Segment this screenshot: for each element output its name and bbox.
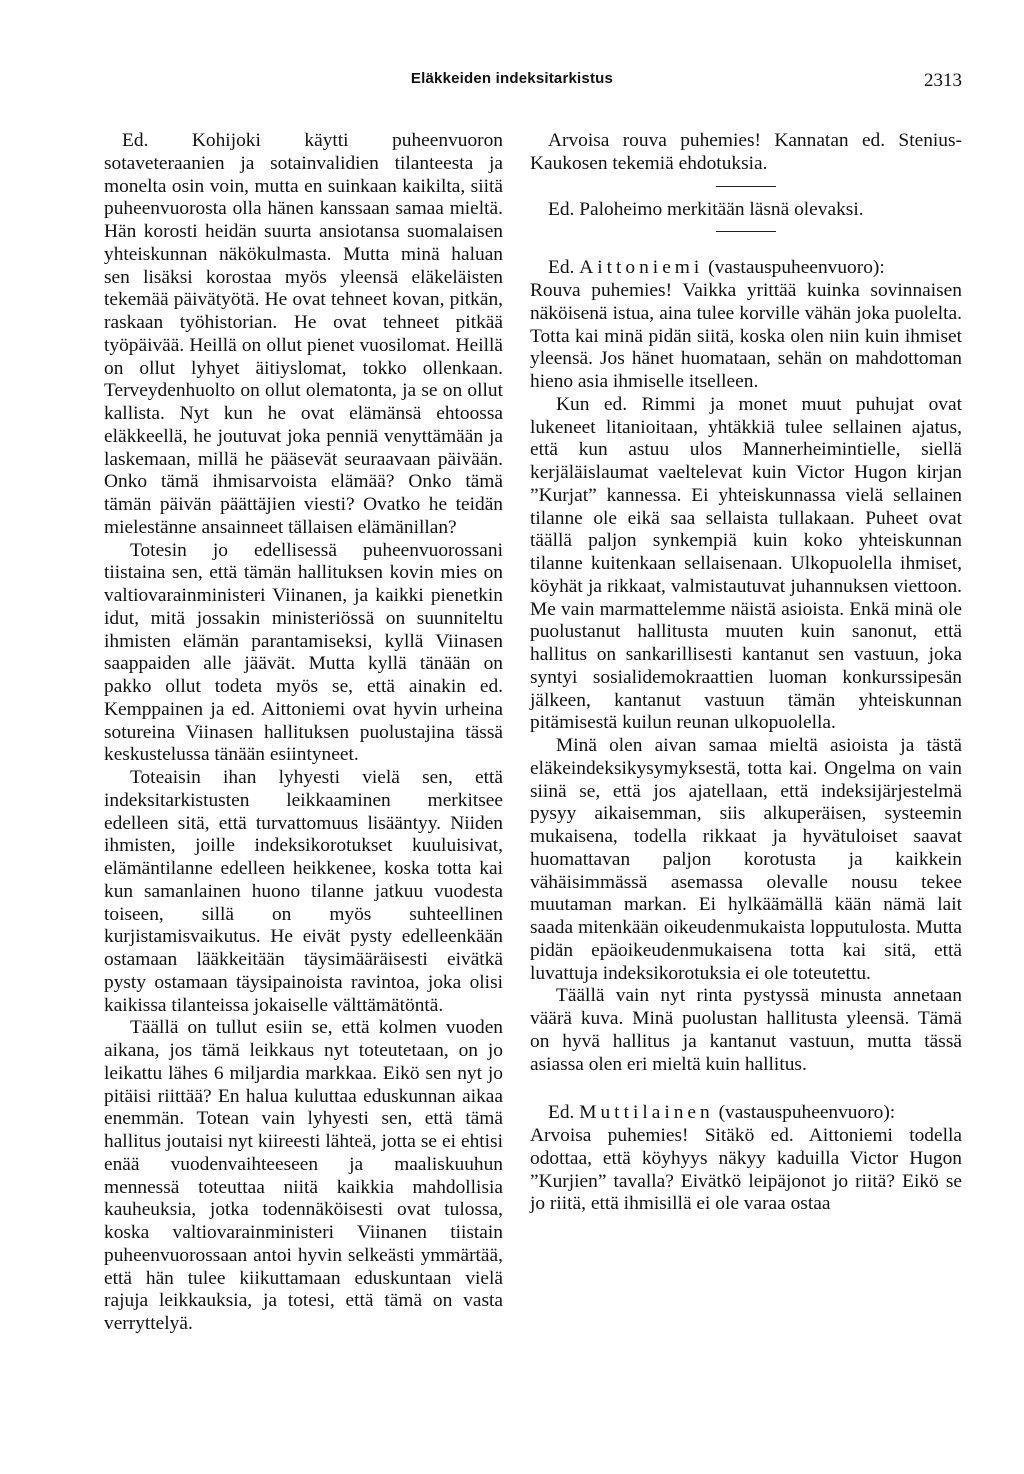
paragraph-text: Kohijoki käytti puheenvuoron sotaveteraanien ja sotainvalidien tilanteesta ja monelta osin voin, mutta en suinkaan kaikilta, siitä puheenvuorosta olla hänen kanssaan samaa mieltä. Hän korosti heidän suurta ansiotansa suomalaisen yhteiskunnan näkökulmasta. Mutta minä haluan sen lisäksi korostaa myös yleensä eläkeläisten tekemää päivätyötä. He ovat tehneet kovan, pitkän, raskaan työhistorian. He ovat tehneet pitkää työpäivää. Heillä on ollut pienet vuosilomat. Heillä on ollut lyhyet äitiyslomat, tokko ollenkaan. Terveydenhuolto on ollut olematonta, ja se on ollut kallista. Nyt kun he ovat elämänsä ehtoossa eläkkeellä, he joutuvat joka penniä venyttämään ja laskemaan, millä he pääsevät seuraavaan päivään. Onko tämä ihmisarvoista elämää? Onko tämä tämän päivän päättäjien viesti? Ovatko he teidän mielestänne ansainneet tällaisen elämänillan? [104, 130, 503, 538]
attendance-notice: Ed. Paloheimo merkitään läsnä olevaksi. [548, 198, 864, 220]
paragraph: Minä olen aivan samaa mieltä asioista ja tästä eläkeindeksikysymyksestä, totta kai. Ongelma on vain siinä se, että jos ajatellaan, että indeksijärjestelmä pysyy aikaisemman, siis alkuperäisen, systeemin mukaisena, todella rikkaat ja hyvätuloiset saavat huomattavan paljon korotusta ja kaikkein vähäisimmässä asemassa olevalle nousu tekee muutaman markan. Ei hylkäämällä kään nämä lait saada mitenkään oikeudenmukaista lopputulosta. Mutta pidän epäoikeudenmukaisena totta kai sitä, että luvattuja indeksikorotuksia ei ole toteutettu. [530, 735, 962, 984]
paragraph: Totesin jo edellisessä puheenvuorossani tiistaina sen, että tämän hallituksen kovin mies on valtiovarainministeri Viinanen, ja kaikki pienetkin idut, mitä jossakin ministeriössä on suunniteltu ihmisten elämän parantamiseksi, kyllä Viinasen saappaiden alle jäävät. Mutta kyllä tänään on pakko ollut todeta myös se, että ainakin ed. Kemppainen ja ed. Aittoniemi ovat hyvin urheina sotureina Viinasen hallituksen puolustajina tässä keskustelussa tänään esiintyneet. [104, 539, 503, 766]
page-number: 2313 [924, 70, 962, 91]
speaker-heading [530, 1102, 962, 1125]
running-header: Eläkkeiden indeksitarkistus [410, 70, 614, 87]
paragraph: Kun ed. Rimmi ja monet muut puhujat ovat lukeneet litanioitaan, yhtäkkiä tulee sellainen ajatus, että kun astuu ulos Mannerheimintielle, siellä kerjäläislaumat vaeltelevat kuin Victor Hugon kirjan ”Kurjat” kannessa. Ei yhteiskunnassa vielä sellainen tilanne ole eikä saa sellaista tullakaan. Puheet ovat täällä paljon synkempiä kuin koko yhteiskunnan tilanne kuitenkaan sellaisenaan. Ulkopuolella ihmiset, köyhät ja rikkaat, valmistautuvat juhannuksen viettoon. Me vain marmattelemme näistä asioista. Enkä minä ole puolustanut hallitusta muuten kuin sanonut, että hallitus on sankarillisesti kantanut sen vastuun, joka syntyi sosialidemokraattien luoman konkurssipesän jälkeen, kantanut vastuun tämän yhteiskunnan pitämisestä kuilun reunan ulkopuolella. [530, 393, 962, 734]
speaker-role: (vastauspuheenvuoro): [713, 1102, 896, 1124]
speaker-heading [530, 257, 962, 280]
paragraph: Arvoisa puhemies! Sitäkö ed. Aittoniemi todella odottaa, että köyhyys näkyy kaduilla Victor Hugon ”Kurjien” tavalla? Eivätkö leipäjonot jo riitä? Eikö se jo riitä, että ihmisillä ei ole varaa ostaa [530, 1125, 962, 1215]
paragraph: Täällä on tullut esiin se, että kolmen vuoden aikana, jos tämä leikkaus nyt toteutetaan, on jo leikattu lähes 6 miljardia markkaa. Eikö sen nyt jo pitäisi riittää? En halua kuluttaa eduskunnan aikaa enemmän. Totean vain lyhyesti sen, että tämä hallitus joutaisi nyt kiireesti lähteä, jotta se ei ehtisi enää vuodenvaihteeseen ja maaliskuuhun mennessä toteuttaa niitä kaikkia mahdollisia kauheuksia, jotka todennäköisesti ovat tulossa, koska valtiovarainministeri Viinanen tiistain puheenvuorossaan antoi hyvin selkeästi ymmärtää, että hän tulee kiikuttamaan eduskuntaan vielä rajuja leikkauksia, ja totesi, että tämä on vasta verryttelyä. [104, 1017, 503, 1334]
paragraph [104, 130, 503, 540]
speaker-role: (vastauspuheenvuoro): [703, 257, 885, 279]
speaker-prefix: Ed. [548, 257, 580, 279]
speaker-name: Aittoniemi [579, 257, 704, 279]
section-divider [716, 231, 776, 232]
section-divider [716, 186, 776, 187]
speaker-name: Muttilainen [579, 1102, 714, 1124]
paragraph: Rouva puhemies! Vaikka yrittää kuinka sovinnaisen näköisenä istua, aina tulee korville vähän joka puolelta. Totta kai minä pidän siitä, koska olen niin kuin ihmiset yleensä. Jos hänet huomataan, sehän on mahdottoman hieno asia ihmiselle itselleen. [530, 280, 962, 392]
paragraph: Täällä vain nyt rinta pystyssä minusta annetaan väärä kuva. Minä puolustan hallitusta yleensä. Tämä on hyvä hallitus ja kantanut vastuun, mutta tässä asiassa olen eri mieltä kuin hallitus. [530, 985, 962, 1075]
speaker-prefix: Ed. [548, 1102, 580, 1124]
paragraph: Toteaisin ihan lyhyesti vielä sen, että indeksitarkistusten leikkaaminen merkitsee edelleen sitä, että turvattomuus lisääntyy. Niiden ihmisten, joille indeksikorotukset kuuluisivat, elämäntilanne edelleen heikkenee, koska totta kai kun samanlainen huono tilanne jatkuu vuodesta toiseen, sillä on myös suhteellinen kurjistamisvaikutus. He eivät pysty edelleenkään ostamaan lääkkeitään täysimääräisesti eivätkä pysty ostamaan täysipainoista ravintoa, joka olisi kaikissa tilanteissa jokaiselle välttämätöntä. [104, 767, 503, 1016]
speaker-label: Ed. [122, 130, 149, 151]
left-column [104, 130, 503, 1336]
right-column [530, 130, 962, 1216]
paragraph: Arvoisa rouva puhemies! Kannatan ed. Stenius-Kaukosen tekemiä ehdotuksia. [530, 130, 962, 174]
